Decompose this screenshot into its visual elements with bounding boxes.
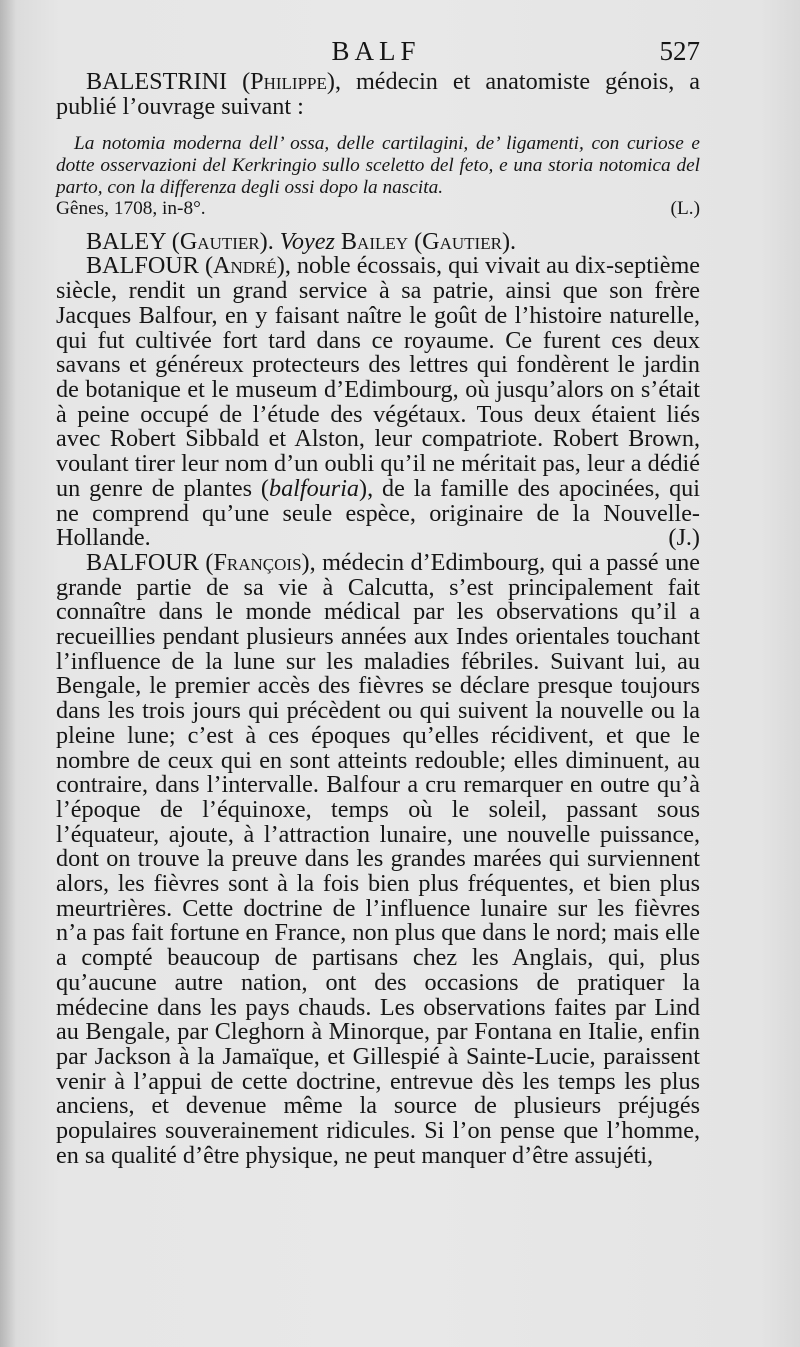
citation bbox=[56, 133, 700, 219]
citation-title: La notomia moderna dell’ ossa, delle cartilagini, de’ ligamenti, con curiose e dotte osservazioni del Kerkringio sullo sceletto del feto, e una storia notomica del parto, con la differenza degli ossi dopo la nascita. bbox=[56, 133, 700, 198]
text-block bbox=[56, 70, 700, 1169]
entry-paragraph: BALFOUR (André), noble écossais, qui vivait au dix-septième siècle, rendit un grand service à sa patrie, ainsi que son frère Jacques Balfour, en y faisant naître le goût de l’histoire naturelle, qui fut cultivée fort tard dans ce royaume. Ce furent ces deux savans et généreux protecteurs des lettres qui fondèrent le jardin de botanique et le museum d’Edimbourg, où jusqu’alors on s’était à peine occupé de l’étude des végétaux. Tous deux étaient liés avec Robert Sibbald et Alston, leur compatriote. Robert Brown, voulant tirer leur nom d’un oubli qu’il ne méritait pas, leur a dédié un genre de plantes (balfouria), de la famille des apocinées, qui ne comprend qu’une seule espèce, originaire de la Nouvelle-Hollande. (J.) bbox=[56, 252, 700, 552]
see-given-name: Gautier bbox=[422, 227, 502, 255]
gutter-shadow bbox=[0, 0, 16, 1347]
entry-balfour-andre bbox=[56, 254, 700, 550]
entry-baley bbox=[56, 227, 700, 255]
entry-given-name: Philippe bbox=[250, 68, 327, 95]
entry-paragraph: BALESTRINI (Philippe), médecin et anatomiste génois, a publié l’ouvrage suivant : bbox=[56, 68, 700, 120]
entry-text: , médecin et anatomiste génois, a publié l’ouvrage suivant : bbox=[56, 68, 700, 120]
entry-given-name: André bbox=[213, 252, 277, 280]
entry-paragraph: BALFOUR (François), médecin d’Edimbourg, qui a passé une grande partie de sa vie à Calcutta, s’est principalement fait connaître dans le monde médical par les observations qu’il a recueillies pendant plusieurs années aux Indes orientales touchant l’influence de la lune sur les maladies fébriles. Suivant lui, au Bengale, le premier accès des fièvres se déclare presque toujours dans les trois jours qui précèdent ou qui suivent la nouvelle ou la pleine lune; c’est à ces époques qu’elles récidivent, et que le nombre de ceux qui en sont atteints redouble; elles diminuent, au contraire, dans l’intervalle. Balfour a cru remarquer en outre qu’à l’époque de l’équinoxe, temps où le soleil, passant sous l’équateur, ajoute, à l’attraction lunaire, une nouvelle puissance, dont on trouve la preuve dans les grandes marées qui surviennent alors, les fièvres sont à la fois bien plus fréquentes, et bien plus meurtrières. Cette doctrine de l’influence lunaire sur les fièvres n’a pas fait fortune en France, non plus que dans le nord; mais elle a compté beaucoup de partisans chez les Anglais, qui, plus qu’aucune autre nation, ont des occasions de pratiquer la médecine dans les pays chauds. Les observations faites par Lind au Bengale, par Cleghorn à Minorque, par Fontana en Italie, enfin par Jackson à la Jamaïque, et Gillespié à Sainte-Lucie, paraissent venir à l’appui de cette doctrine, entrevue dès les temps les plus anciens, et devenue même la source de plusieurs préjugés populaires souverainement ridicules. Si l’on pense que l’homme, en sa qualité d’être physique, ne peut manquer d’être assujéti, bbox=[56, 548, 700, 1169]
author-initials: (L.) bbox=[670, 198, 700, 220]
page-number: 527 bbox=[659, 36, 700, 66]
entry-balfour-francois bbox=[56, 548, 700, 1169]
entry-balestrini bbox=[56, 70, 700, 220]
crossref-paragraph: BALEY (Gautier). Voyez Bailey (Gautier). bbox=[86, 227, 517, 255]
entry-text-continued: ), de la famille des apocinées, qui ne comprend qu’une seule espèce, originaire de la Nouvelle-Hollande. bbox=[56, 474, 700, 552]
running-head: BALF bbox=[331, 36, 421, 66]
entry-text: , noble écossais, qui vivait au dix-septième siècle, rendit un grand service à sa patrie, ainsi que son frère Jacques Balfour, en y faisant naître le goût de l’histoire naturelle, qui fut cultivée fort tard dans ce royaume. Ce furent ces deux savans et généreux protecteurs des lettres qui fondèrent le jardin de botanique et le museum d’Edimbourg, où jusqu’alors on s’était à peine occupé de l’étude des végétaux. Tous deux étaient liés avec Robert Sibbald et Alston, leur compatriote. Robert Brown, voulant tirer leur nom d’un oubli qu’il ne méritait pas, leur a dédié un genre de plantes ( bbox=[56, 252, 700, 502]
page-header bbox=[52, 36, 700, 72]
citation-imprint-text: Gênes, 1708, in-8°. bbox=[56, 198, 206, 220]
see-label: Voyez bbox=[279, 227, 335, 255]
author-initials: (J.) bbox=[668, 524, 700, 552]
citation-imprint bbox=[56, 198, 700, 220]
entry-given-name: Gautier bbox=[179, 227, 260, 255]
entry-name: BALFOUR bbox=[86, 548, 199, 576]
entry-name: BALFOUR bbox=[86, 252, 199, 280]
entry-name: BALESTRINI bbox=[86, 68, 228, 95]
see-name: Bailey bbox=[340, 227, 409, 255]
entry-text: , médecin d’Edimbourg, qui a passé une grande partie de sa vie à Calcutta, s’est principalement fait connaître dans le monde médical par les observations qu’il a recueillies pendant plusieurs années aux Indes orientales touchant l’influence de la lune sur les maladies fébriles. Suivant lui, au Bengale, le premier accès des fièvres se déclare presque toujours dans les trois jours qui précèdent ou qui suivent la nouvelle ou la pleine lune; c’est à ces époques qu’elles récidivent, et que le nombre de ceux qui en sont atteints redouble; elles diminuent, au contraire, dans l’intervalle. Balfour a cru remarquer en outre qu’à l’époque de l’équinoxe, temps où le soleil, passant sous l’équateur, ajoute, à l’attraction lunaire, une nouvelle puissance, dont on trouve la preuve dans les grandes marées qui surviennent alors, les fièvres sont à la fois bien plus fréquentes, et bien plus meurtrières. Cette doctrine de l’influence lunaire sur les fièvres n’a pas fait fortune en France, non plus que dans le nord; mais elle a compté beaucoup de partisans chez les Anglais, qui, plus qu’aucune autre nation, ont des occasions de pratiquer la médecine dans les pays chauds. Les observations faites par Lind au Bengale, par Cleghorn à Minorque, par Fontana en Italie, enfin par Jackson à la Jamaïque, et Gillespié à Sainte-Lucie, paraissent venir à l’appui de cette doctrine, entrevue dès les temps les plus anciens, et devenue même la source de plusieurs préjugés populaires souverainement ridicules. Si l’on pense que l’homme, en sa qualité d’être physique, ne peut manquer d’être assujéti, bbox=[56, 548, 700, 1169]
plant-genus: balfouria bbox=[268, 474, 360, 502]
entry-name: BALEY bbox=[86, 227, 166, 255]
entry-given-name: François bbox=[213, 548, 302, 576]
